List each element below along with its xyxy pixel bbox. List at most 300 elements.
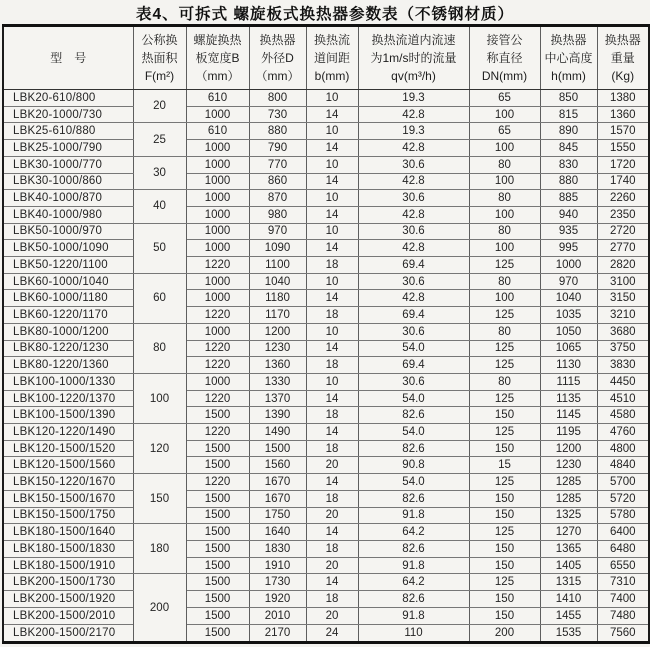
heat-exchanger-parameter-table — [2, 24, 650, 644]
value-cell-plate-width: 1000 — [186, 190, 249, 207]
model-cell: LBK20-610/800 — [3, 90, 133, 107]
value-cell-flow-rate: 91.8 — [358, 557, 469, 574]
value-cell-channel-gap: 14 — [306, 524, 358, 541]
header-row — [3, 26, 649, 90]
value-cell-flow-rate: 64.2 — [358, 524, 469, 541]
value-cell-nozzle-dn: 100 — [469, 140, 540, 157]
value-cell-center-height: 1455 — [540, 607, 597, 624]
model-cell: LBK25-610/880 — [3, 123, 133, 140]
value-cell-nozzle-dn: 150 — [469, 540, 540, 557]
value-cell-outer-dia: 770 — [249, 156, 306, 173]
table-row — [3, 257, 649, 274]
value-cell-weight: 4800 — [597, 440, 649, 457]
value-cell-channel-gap: 10 — [306, 223, 358, 240]
value-cell-outer-dia: 1830 — [249, 540, 306, 557]
value-cell-outer-dia: 1390 — [249, 407, 306, 424]
value-cell-weight: 1360 — [597, 106, 649, 123]
value-cell-outer-dia: 1670 — [249, 490, 306, 507]
area-group-cell: 120 — [133, 424, 186, 474]
value-cell-flow-rate: 82.6 — [358, 490, 469, 507]
value-cell-channel-gap: 10 — [306, 273, 358, 290]
model-cell: LBK20-1000/730 — [3, 106, 133, 123]
value-cell-nozzle-dn: 80 — [469, 273, 540, 290]
value-cell-weight: 4840 — [597, 457, 649, 474]
value-cell-center-height: 1285 — [540, 490, 597, 507]
value-cell-plate-width: 1500 — [186, 507, 249, 524]
area-group-cell: 50 — [133, 223, 186, 273]
model-cell: LBK40-1000/870 — [3, 190, 133, 207]
model-cell: LBK100-1500/1390 — [3, 407, 133, 424]
value-cell-center-height: 890 — [540, 123, 597, 140]
value-cell-plate-width: 1220 — [186, 474, 249, 491]
model-cell: LBK60-1000/1040 — [3, 273, 133, 290]
value-cell-center-height: 1285 — [540, 474, 597, 491]
area-group-cell: 180 — [133, 524, 186, 574]
value-cell-channel-gap: 14 — [306, 574, 358, 591]
value-cell-center-height: 845 — [540, 140, 597, 157]
value-cell-center-height: 1035 — [540, 307, 597, 324]
value-cell-nozzle-dn: 125 — [469, 340, 540, 357]
value-cell-flow-rate: 30.6 — [358, 190, 469, 207]
value-cell-plate-width: 1500 — [186, 540, 249, 557]
value-cell-outer-dia: 1040 — [249, 273, 306, 290]
header-cell-weight: 换热器 重量 (Kg) — [597, 26, 649, 90]
value-cell-flow-rate: 69.4 — [358, 307, 469, 324]
value-cell-plate-width: 1500 — [186, 557, 249, 574]
model-cell: LBK120-1500/1560 — [3, 457, 133, 474]
value-cell-center-height: 1325 — [540, 507, 597, 524]
value-cell-nozzle-dn: 100 — [469, 173, 540, 190]
value-cell-plate-width: 1000 — [186, 373, 249, 390]
table-row — [3, 457, 649, 474]
value-cell-weight: 4580 — [597, 407, 649, 424]
value-cell-plate-width: 1000 — [186, 156, 249, 173]
area-group-cell: 80 — [133, 323, 186, 373]
value-cell-outer-dia: 2010 — [249, 607, 306, 624]
value-cell-outer-dia: 800 — [249, 90, 306, 107]
value-cell-channel-gap: 14 — [306, 390, 358, 407]
value-cell-channel-gap: 10 — [306, 373, 358, 390]
value-cell-plate-width: 1000 — [186, 223, 249, 240]
table-row — [3, 223, 649, 240]
value-cell-outer-dia: 1330 — [249, 373, 306, 390]
value-cell-outer-dia: 1500 — [249, 440, 306, 457]
value-cell-weight: 3100 — [597, 273, 649, 290]
value-cell-nozzle-dn: 80 — [469, 156, 540, 173]
value-cell-center-height: 995 — [540, 240, 597, 257]
value-cell-center-height: 850 — [540, 90, 597, 107]
value-cell-flow-rate: 110 — [358, 624, 469, 643]
value-cell-outer-dia: 1180 — [249, 290, 306, 307]
value-cell-nozzle-dn: 65 — [469, 90, 540, 107]
value-cell-weight: 6400 — [597, 524, 649, 541]
value-cell-outer-dia: 1370 — [249, 390, 306, 407]
value-cell-center-height: 1135 — [540, 390, 597, 407]
value-cell-channel-gap: 18 — [306, 257, 358, 274]
value-cell-center-height: 1065 — [540, 340, 597, 357]
value-cell-outer-dia: 730 — [249, 106, 306, 123]
header-cell-center-height: 换热器 中心高度 h(mm) — [540, 26, 597, 90]
value-cell-outer-dia: 1230 — [249, 340, 306, 357]
model-cell: LBK150-1220/1670 — [3, 474, 133, 491]
area-group-cell: 25 — [133, 123, 186, 156]
value-cell-weight: 1380 — [597, 90, 649, 107]
value-cell-center-height: 1115 — [540, 373, 597, 390]
value-cell-weight: 7400 — [597, 591, 649, 608]
value-cell-outer-dia: 880 — [249, 123, 306, 140]
table-row — [3, 140, 649, 157]
value-cell-outer-dia: 1730 — [249, 574, 306, 591]
value-cell-channel-gap: 18 — [306, 591, 358, 608]
table-row — [3, 307, 649, 324]
model-cell: LBK30-1000/770 — [3, 156, 133, 173]
value-cell-center-height: 1130 — [540, 357, 597, 374]
value-cell-channel-gap: 20 — [306, 457, 358, 474]
table-row — [3, 540, 649, 557]
value-cell-flow-rate: 30.6 — [358, 223, 469, 240]
value-cell-flow-rate: 64.2 — [358, 574, 469, 591]
value-cell-weight: 7480 — [597, 607, 649, 624]
value-cell-nozzle-dn: 125 — [469, 424, 540, 441]
model-cell: LBK120-1220/1490 — [3, 424, 133, 441]
value-cell-center-height: 1315 — [540, 574, 597, 591]
value-cell-plate-width: 1000 — [186, 323, 249, 340]
value-cell-channel-gap: 24 — [306, 624, 358, 643]
table-header — [3, 26, 649, 90]
table-row — [3, 490, 649, 507]
value-cell-channel-gap: 18 — [306, 540, 358, 557]
model-cell: LBK50-1000/970 — [3, 223, 133, 240]
value-cell-nozzle-dn: 150 — [469, 591, 540, 608]
value-cell-channel-gap: 14 — [306, 340, 358, 357]
value-cell-nozzle-dn: 150 — [469, 490, 540, 507]
area-group-cell: 60 — [133, 273, 186, 323]
value-cell-plate-width: 1000 — [186, 206, 249, 223]
value-cell-center-height: 1145 — [540, 407, 597, 424]
value-cell-plate-width: 1220 — [186, 340, 249, 357]
value-cell-outer-dia: 1170 — [249, 307, 306, 324]
value-cell-weight: 7310 — [597, 574, 649, 591]
value-cell-plate-width: 1000 — [186, 106, 249, 123]
value-cell-outer-dia: 1920 — [249, 591, 306, 608]
value-cell-flow-rate: 30.6 — [358, 373, 469, 390]
value-cell-plate-width: 1500 — [186, 407, 249, 424]
value-cell-center-height: 880 — [540, 173, 597, 190]
table-row — [3, 407, 649, 424]
value-cell-plate-width: 1500 — [186, 624, 249, 643]
value-cell-flow-rate: 54.0 — [358, 424, 469, 441]
value-cell-weight: 3680 — [597, 323, 649, 340]
table-row — [3, 340, 649, 357]
value-cell-weight: 1570 — [597, 123, 649, 140]
value-cell-center-height: 970 — [540, 273, 597, 290]
value-cell-nozzle-dn: 125 — [469, 357, 540, 374]
table-row — [3, 373, 649, 390]
value-cell-outer-dia: 1090 — [249, 240, 306, 257]
value-cell-center-height: 1230 — [540, 457, 597, 474]
value-cell-nozzle-dn: 150 — [469, 557, 540, 574]
value-cell-outer-dia: 1640 — [249, 524, 306, 541]
value-cell-nozzle-dn: 65 — [469, 123, 540, 140]
value-cell-nozzle-dn: 80 — [469, 190, 540, 207]
model-cell: LBK60-1220/1170 — [3, 307, 133, 324]
value-cell-outer-dia: 860 — [249, 173, 306, 190]
value-cell-flow-rate: 30.6 — [358, 156, 469, 173]
value-cell-channel-gap: 18 — [306, 440, 358, 457]
value-cell-nozzle-dn: 80 — [469, 323, 540, 340]
model-cell: LBK100-1220/1370 — [3, 390, 133, 407]
value-cell-weight: 3750 — [597, 340, 649, 357]
value-cell-weight: 7560 — [597, 624, 649, 643]
value-cell-center-height: 935 — [540, 223, 597, 240]
value-cell-flow-rate: 54.0 — [358, 340, 469, 357]
value-cell-center-height: 1365 — [540, 540, 597, 557]
value-cell-weight: 1740 — [597, 173, 649, 190]
value-cell-nozzle-dn: 100 — [469, 106, 540, 123]
value-cell-outer-dia: 1360 — [249, 357, 306, 374]
header-cell-area: 公称换 热面积 F(m²) — [133, 26, 186, 90]
value-cell-flow-rate: 30.6 — [358, 273, 469, 290]
value-cell-center-height: 1000 — [540, 257, 597, 274]
value-cell-weight: 2770 — [597, 240, 649, 257]
value-cell-weight: 5720 — [597, 490, 649, 507]
value-cell-outer-dia: 790 — [249, 140, 306, 157]
value-cell-nozzle-dn: 150 — [469, 607, 540, 624]
value-cell-nozzle-dn: 100 — [469, 240, 540, 257]
table-row — [3, 624, 649, 643]
model-cell: LBK180-1500/1910 — [3, 557, 133, 574]
model-cell: LBK180-1500/1830 — [3, 540, 133, 557]
value-cell-nozzle-dn: 15 — [469, 457, 540, 474]
value-cell-weight: 6550 — [597, 557, 649, 574]
value-cell-nozzle-dn: 125 — [469, 307, 540, 324]
table-row — [3, 390, 649, 407]
value-cell-weight: 3150 — [597, 290, 649, 307]
value-cell-nozzle-dn: 100 — [469, 290, 540, 307]
model-cell: LBK200-1500/1920 — [3, 591, 133, 608]
header-cell-nozzle-dn: 接管公 称直径 DN(mm) — [469, 26, 540, 90]
header-cell-outer-dia: 换热器 外径D （mm） — [249, 26, 306, 90]
value-cell-center-height: 1040 — [540, 290, 597, 307]
value-cell-flow-rate: 42.8 — [358, 240, 469, 257]
table-row — [3, 474, 649, 491]
table-row — [3, 557, 649, 574]
value-cell-center-height: 940 — [540, 206, 597, 223]
value-cell-weight: 1550 — [597, 140, 649, 157]
value-cell-plate-width: 610 — [186, 123, 249, 140]
table-row — [3, 156, 649, 173]
value-cell-channel-gap: 14 — [306, 240, 358, 257]
value-cell-nozzle-dn: 80 — [469, 223, 540, 240]
value-cell-nozzle-dn: 150 — [469, 407, 540, 424]
value-cell-center-height: 1270 — [540, 524, 597, 541]
value-cell-flow-rate: 42.8 — [358, 206, 469, 223]
value-cell-channel-gap: 10 — [306, 156, 358, 173]
value-cell-outer-dia: 1560 — [249, 457, 306, 474]
value-cell-nozzle-dn: 150 — [469, 507, 540, 524]
value-cell-flow-rate: 19.3 — [358, 90, 469, 107]
value-cell-channel-gap: 14 — [306, 474, 358, 491]
value-cell-center-height: 1410 — [540, 591, 597, 608]
value-cell-plate-width: 1000 — [186, 240, 249, 257]
value-cell-flow-rate: 42.8 — [358, 173, 469, 190]
model-cell: LBK60-1000/1180 — [3, 290, 133, 307]
value-cell-weight: 2720 — [597, 223, 649, 240]
area-group-cell: 40 — [133, 190, 186, 223]
area-group-cell: 20 — [133, 90, 186, 123]
header-cell-flow-rate: 换热流道内流速 为1m/s时的流量 qv(m³/h) — [358, 26, 469, 90]
value-cell-channel-gap: 14 — [306, 106, 358, 123]
table-row — [3, 424, 649, 441]
model-cell: LBK180-1500/1640 — [3, 524, 133, 541]
value-cell-center-height: 1405 — [540, 557, 597, 574]
value-cell-flow-rate: 42.8 — [358, 140, 469, 157]
value-cell-channel-gap: 10 — [306, 190, 358, 207]
value-cell-weight: 4450 — [597, 373, 649, 390]
value-cell-outer-dia: 1750 — [249, 507, 306, 524]
value-cell-flow-rate: 90.8 — [358, 457, 469, 474]
value-cell-weight: 5780 — [597, 507, 649, 524]
value-cell-plate-width: 1500 — [186, 574, 249, 591]
value-cell-center-height: 830 — [540, 156, 597, 173]
value-cell-plate-width: 1000 — [186, 173, 249, 190]
value-cell-channel-gap: 18 — [306, 357, 358, 374]
value-cell-plate-width: 1000 — [186, 290, 249, 307]
header-cell-model: 型 号 — [3, 26, 133, 90]
value-cell-flow-rate: 19.3 — [358, 123, 469, 140]
table-row — [3, 591, 649, 608]
table-row — [3, 357, 649, 374]
value-cell-channel-gap: 20 — [306, 607, 358, 624]
value-cell-weight: 4510 — [597, 390, 649, 407]
table-row — [3, 440, 649, 457]
value-cell-plate-width: 1220 — [186, 424, 249, 441]
value-cell-weight: 2350 — [597, 206, 649, 223]
value-cell-nozzle-dn: 125 — [469, 524, 540, 541]
model-cell: LBK50-1000/1090 — [3, 240, 133, 257]
value-cell-flow-rate: 42.8 — [358, 290, 469, 307]
value-cell-channel-gap: 14 — [306, 173, 358, 190]
model-cell: LBK80-1000/1200 — [3, 323, 133, 340]
value-cell-outer-dia: 1670 — [249, 474, 306, 491]
header-cell-channel-gap: 换热流 道间距 b(mm) — [306, 26, 358, 90]
table-row — [3, 190, 649, 207]
table-row — [3, 106, 649, 123]
value-cell-nozzle-dn: 125 — [469, 474, 540, 491]
value-cell-flow-rate: 82.6 — [358, 407, 469, 424]
value-cell-plate-width: 1220 — [186, 390, 249, 407]
value-cell-plate-width: 1500 — [186, 591, 249, 608]
model-cell: LBK150-1500/1750 — [3, 507, 133, 524]
value-cell-channel-gap: 10 — [306, 323, 358, 340]
value-cell-weight: 6480 — [597, 540, 649, 557]
value-cell-channel-gap: 14 — [306, 140, 358, 157]
table-row — [3, 574, 649, 591]
value-cell-weight: 3830 — [597, 357, 649, 374]
value-cell-flow-rate: 69.4 — [358, 357, 469, 374]
value-cell-plate-width: 1220 — [186, 307, 249, 324]
value-cell-channel-gap: 14 — [306, 206, 358, 223]
value-cell-outer-dia: 980 — [249, 206, 306, 223]
value-cell-weight: 3210 — [597, 307, 649, 324]
page-title: 表4、可拆式 螺旋板式换热器参数表（不锈钢材质） — [136, 6, 514, 23]
value-cell-outer-dia: 870 — [249, 190, 306, 207]
value-cell-flow-rate: 82.6 — [358, 540, 469, 557]
table-body — [3, 90, 649, 643]
area-group-cell: 200 — [133, 574, 186, 643]
model-cell: LBK200-1500/2170 — [3, 624, 133, 643]
value-cell-outer-dia: 970 — [249, 223, 306, 240]
value-cell-plate-width: 1000 — [186, 273, 249, 290]
value-cell-plate-width: 1500 — [186, 457, 249, 474]
value-cell-nozzle-dn: 200 — [469, 624, 540, 643]
table-row — [3, 507, 649, 524]
value-cell-nozzle-dn: 100 — [469, 206, 540, 223]
value-cell-plate-width: 1500 — [186, 440, 249, 457]
value-cell-center-height: 1195 — [540, 424, 597, 441]
table-row — [3, 607, 649, 624]
model-cell: LBK100-1000/1330 — [3, 373, 133, 390]
table-row — [3, 90, 649, 107]
model-cell: LBK80-1220/1360 — [3, 357, 133, 374]
value-cell-weight: 5700 — [597, 474, 649, 491]
value-cell-flow-rate: 54.0 — [358, 474, 469, 491]
value-cell-flow-rate: 54.0 — [358, 390, 469, 407]
header-cell-plate-width: 螺旋换热 板宽度B （mm） — [186, 26, 249, 90]
model-cell: LBK50-1220/1100 — [3, 257, 133, 274]
value-cell-channel-gap: 14 — [306, 290, 358, 307]
table-row — [3, 524, 649, 541]
value-cell-flow-rate: 91.8 — [358, 607, 469, 624]
value-cell-nozzle-dn: 125 — [469, 257, 540, 274]
value-cell-nozzle-dn: 125 — [469, 390, 540, 407]
table-row — [3, 290, 649, 307]
value-cell-outer-dia: 2170 — [249, 624, 306, 643]
value-cell-plate-width: 1500 — [186, 490, 249, 507]
value-cell-channel-gap: 20 — [306, 507, 358, 524]
value-cell-weight: 4760 — [597, 424, 649, 441]
value-cell-outer-dia: 1100 — [249, 257, 306, 274]
value-cell-center-height: 815 — [540, 106, 597, 123]
value-cell-weight: 2820 — [597, 257, 649, 274]
value-cell-channel-gap: 10 — [306, 123, 358, 140]
value-cell-center-height: 1050 — [540, 323, 597, 340]
table-row — [3, 240, 649, 257]
model-cell: LBK30-1000/860 — [3, 173, 133, 190]
value-cell-channel-gap: 20 — [306, 557, 358, 574]
value-cell-flow-rate: 42.8 — [358, 106, 469, 123]
model-cell: LBK120-1500/1520 — [3, 440, 133, 457]
value-cell-channel-gap: 18 — [306, 490, 358, 507]
value-cell-center-height: 1200 — [540, 440, 597, 457]
value-cell-plate-width: 610 — [186, 90, 249, 107]
value-cell-flow-rate: 30.6 — [358, 323, 469, 340]
value-cell-nozzle-dn: 150 — [469, 440, 540, 457]
value-cell-flow-rate: 91.8 — [358, 507, 469, 524]
value-cell-channel-gap: 18 — [306, 407, 358, 424]
value-cell-plate-width: 1500 — [186, 524, 249, 541]
model-cell: LBK80-1220/1230 — [3, 340, 133, 357]
value-cell-channel-gap: 10 — [306, 90, 358, 107]
table-row — [3, 206, 649, 223]
value-cell-plate-width: 1220 — [186, 257, 249, 274]
area-group-cell: 150 — [133, 474, 186, 524]
value-cell-flow-rate: 82.6 — [358, 440, 469, 457]
value-cell-channel-gap: 18 — [306, 307, 358, 324]
value-cell-nozzle-dn: 125 — [469, 574, 540, 591]
model-cell: LBK25-1000/790 — [3, 140, 133, 157]
area-group-cell: 30 — [133, 156, 186, 189]
